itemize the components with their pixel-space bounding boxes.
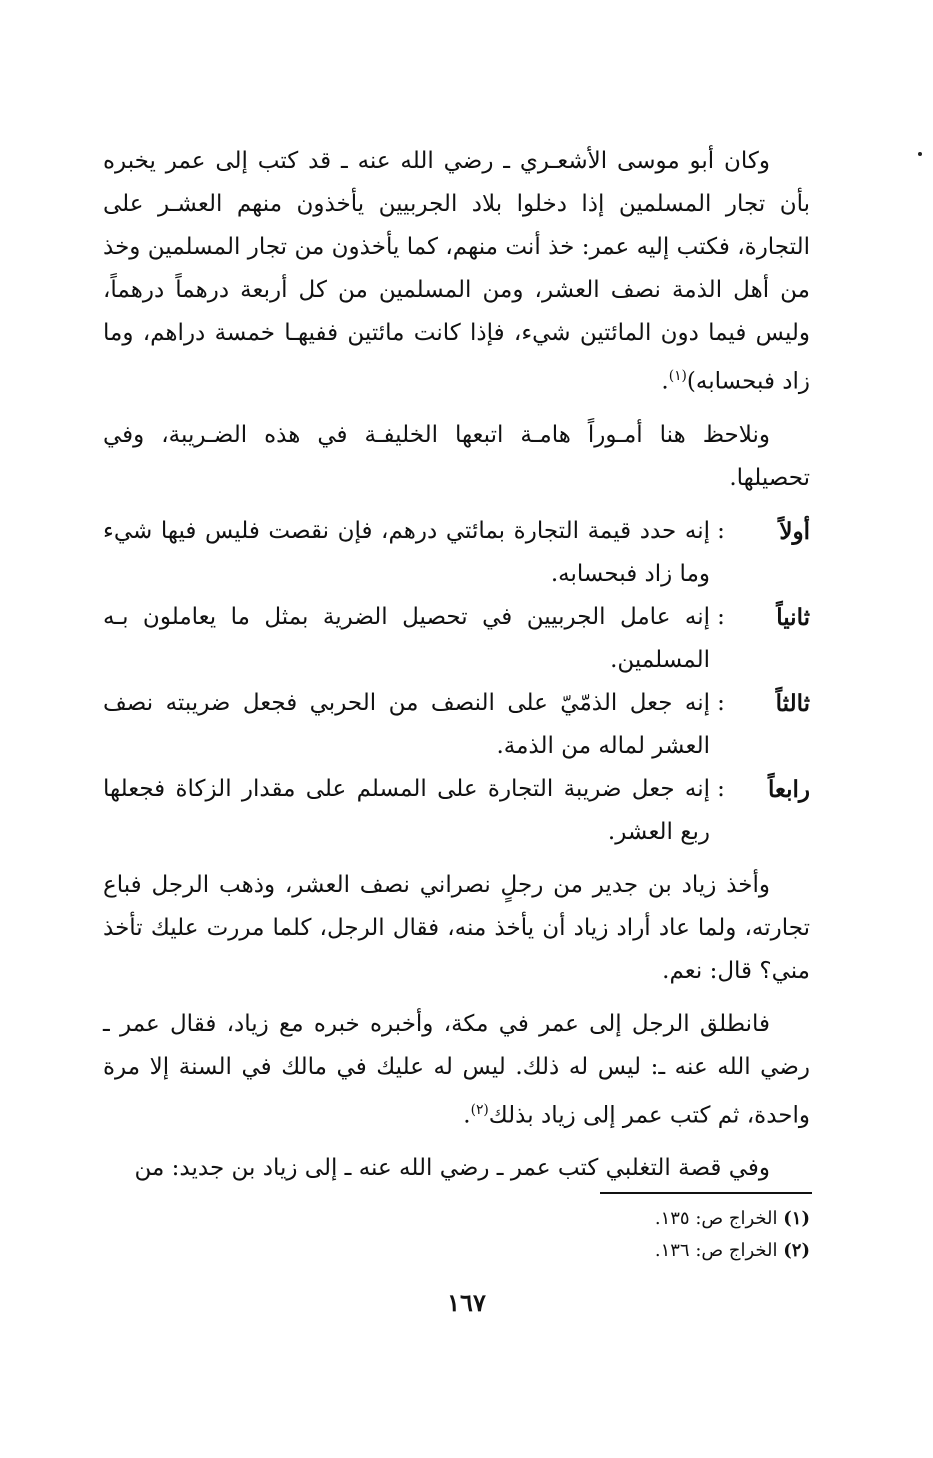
- paragraph-3: وأخذ زياد بن جدير من رجلٍ نصراني نصف العشر، وذهب الرجل فباع تجارته، ولما عاد أراد زياد أن يأخذ منه، فقال الرجل، كلما مررت عليك تأخذ مني؟ قال: نعم.: [103, 871, 810, 984]
- list-item-label: ثالثاً: [775, 689, 810, 717]
- paragraph-5: وفي قصة التغلبي كتب عمر ـ رضي الله عنه ـ إلى زياد بن جديد: من: [134, 1155, 770, 1182]
- page-number: ١٦٧: [447, 1288, 486, 1317]
- list-item-text: إنه جعل ضريبة التجارة على المسلم على مقدار الزكاة فجعلها ربع العشر.: [103, 775, 710, 845]
- list-item-text: إنه جعل الذمّيّ على النصف من الحربي فجعل ضريبته نصف العشر لماله من الذمة.: [103, 689, 710, 759]
- footnote-ref-1: (١): [668, 368, 687, 384]
- list-item-fourth: [103, 768, 810, 854]
- footnote-2: [560, 1235, 810, 1267]
- footnote-divider: [600, 1192, 812, 1194]
- list-item-second: [103, 596, 810, 682]
- footnote-text: الخراج ص: ١٣٥.: [654, 1208, 778, 1229]
- list-item-colon: :: [717, 689, 725, 716]
- footnotes: [560, 1203, 810, 1267]
- footnote-number: (١): [783, 1208, 810, 1229]
- paragraph-1-text: وكان أبو موسى الأشعـري ـ رضي الله عنه ـ قد كتب إلى عمر يخبره بأن تجار المسلمين إذا دخلوا بلاد الجربيين يأخذون منهم العشـر على التجارة، فكتب إليه عمر: خذ أنت منهم، كما يأخذون من تجار المسلمين وخذ من أهل الذمة نصف العشر، ومن المسلمين من كل أربعة درهماً درهماً، وليس فيما دون المائتين شيء، فإذا كانت مائتين ففيهـا خمسة دراهم، وما زاد فبحسابه): [103, 148, 810, 395]
- paragraph-1: [103, 140, 810, 404]
- main-text: [103, 140, 810, 1190]
- list-item-text: إنه حدد قيمة التجارة بمائتي درهم، فإن نقصت فليس فيها شيء وما زاد فبحسابه.: [103, 517, 710, 587]
- footnote-text: الخراج ص: ١٣٦.: [654, 1240, 778, 1261]
- paragraph-2: ونلاحظ هنا أمـوراً هامـة اتبعها الخليفـة في هذه الضـريبة، وفي تحصيلها.: [103, 421, 810, 491]
- footnote-1: [560, 1203, 810, 1235]
- list-item-label: أولاً: [779, 517, 810, 545]
- paragraph-4: [103, 1003, 810, 1138]
- footnote-number: (٢): [783, 1240, 810, 1261]
- list-item-third: [103, 682, 810, 768]
- paragraph-1-end: .: [661, 368, 669, 395]
- list-item-colon: :: [717, 517, 725, 544]
- paragraph-4-end: .: [463, 1102, 471, 1129]
- list-item-text: إنه عامل الجربيين في تحصيل الضرية بمثل ما يعاملون بـه المسلمين.: [103, 603, 710, 673]
- footnote-ref-2: (٢): [470, 1101, 489, 1118]
- list-item-first: [103, 510, 810, 596]
- paragraph-4-text: فانطلق الرجل إلى عمر في مكة، وأخبره خبره مع زياد، فقال عمر ـ رضي الله عنه ـ: ليس له ذلك. ليس له عليك في مالك في السنة إلا مرة واحدة، ثم كتب عمر إلى زياد بذلك: [103, 1010, 810, 1129]
- margin-mark: [918, 152, 922, 156]
- list-item-label: ثانياً: [776, 603, 810, 631]
- list-item-colon: :: [717, 603, 725, 630]
- list-item-colon: :: [717, 775, 725, 802]
- list-item-label: رابعاً: [767, 775, 810, 803]
